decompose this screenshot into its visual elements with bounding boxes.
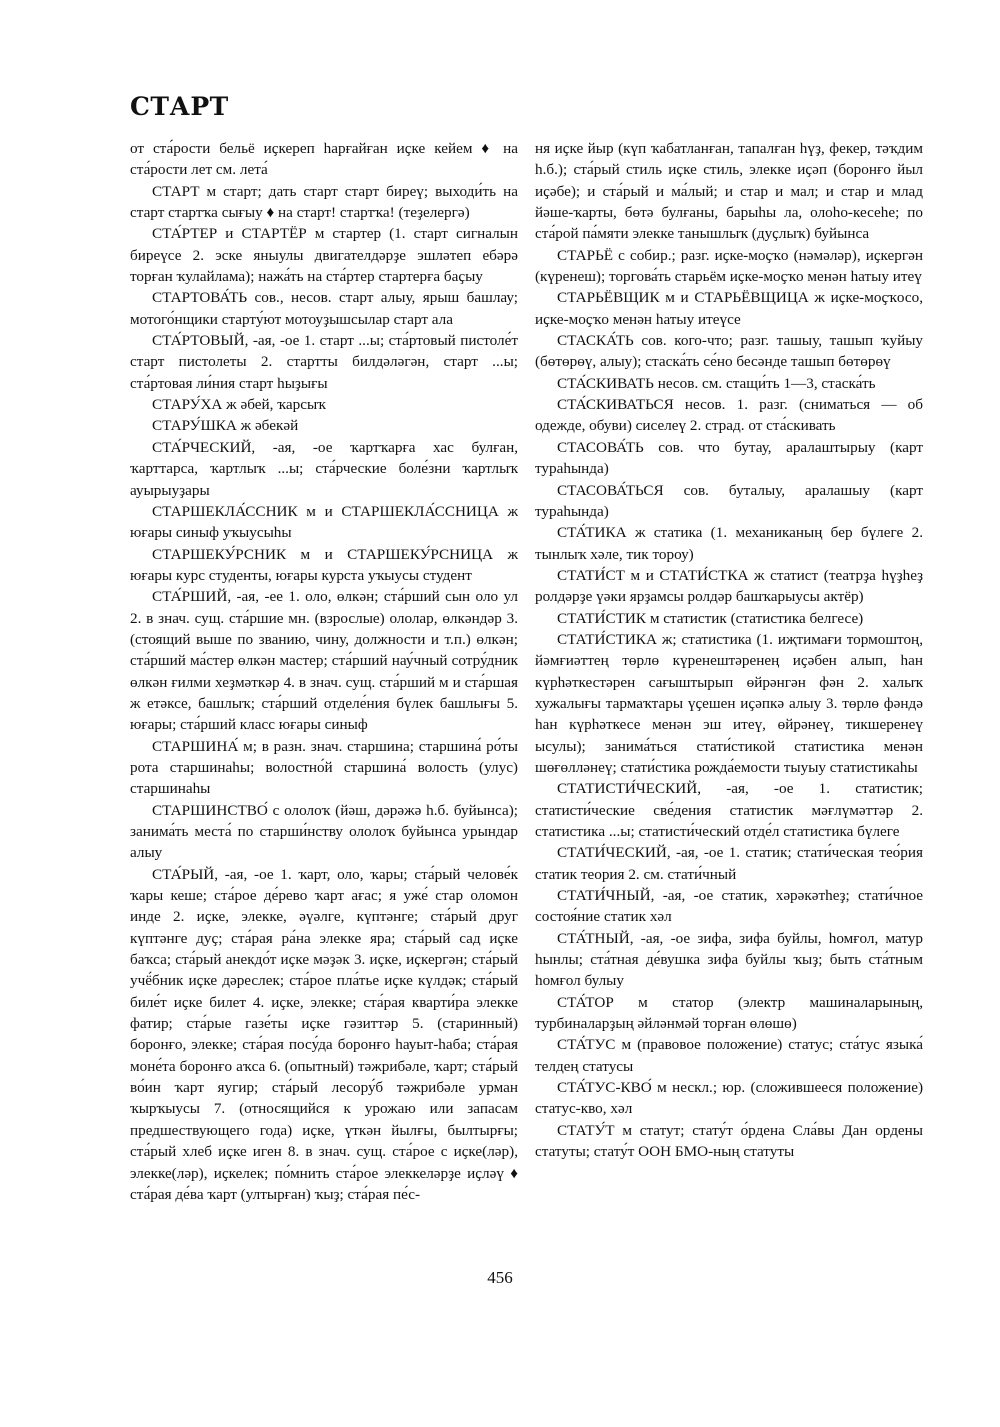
dictionary-entry: СТАРТ м старт; дать старт старт биреү; выходи́ть на старт стартҡа сығыу ♦ на старт! стартҡа! (теҙелергә): [130, 182, 518, 222]
dictionary-entry: СТАРЬЁ с собир.; разг. иҫке-моҫҡо (нәмәләр), иҫкергән (күренеш); торгова́ть старьём иҫке-моҫҡо менән һатыу итеү: [535, 246, 923, 286]
dictionary-entry: СТАСКА́ТЬ сов. кого-что; разг. ташыу, ташып ҡуйыу (бөтөрөү, алыу); стаска́ть се́но бесәнде ташып бөтөрөү: [535, 332, 923, 371]
dictionary-entry: СТАТИ́СТИК м статистик (статистика белгесе): [557, 609, 864, 627]
dictionary-entry: СТАРУ́ШКА ж әбекәй: [152, 417, 299, 435]
dictionary-entry: СТА́СКИВАТЬСЯ несов. 1. разг. (сниматься — об одежде, обуви) сиселеү 2. страд. от ста́скивать: [535, 396, 923, 435]
dictionary-entry: СТАТИ́СТ м и СТАТИ́СТКА ж статист (театрҙа һүҙһеҙ ролдәрҙе үәки ярҙамсы ролдәр башҡарыусы актёр): [535, 566, 923, 606]
dictionary-entry: СТА́РЧЕСКИЙ, -ая, -ое ҡартҡарға хас булған, ҡарттарса, ҡартлыҡ ...ы; ста́рческие боле́зни ҡартлыҡ ауырыуҙары: [130, 438, 518, 499]
dictionary-entry: СТА́РШИЙ, -ая, -ее 1. оло, өлкән; ста́рший сын оло ул 2. в знач. сущ. ста́ршие мн. (взрослые) ололар, өлкәндәр 3. (стоящий выше по званию, чину, должности и т.п.) өлкән; ста́рший ма́стер өлкән мастер; ста́рший нау́чный сотру́дник өлкән ғилми хеҙмәткәр 4. в знач. сущ. ста́рший м и ста́ршая ж етәксе, башлыҡ; ста́рший отделе́ния бүлек башлығы 5. юғары; ста́рший класс юғары синыф: [130, 588, 518, 734]
dictionary-entry: СТА́СКИВАТЬ несов. см. стащи́ть 1—3, стаска́ть: [557, 374, 876, 392]
dictionary-entry: СТА́ТУС-КВО́ м нескл.; юр. (сложившееся положение) статус-кво, хәл: [535, 1079, 923, 1118]
dictionary-entry: СТАТИ́ЧНЫЙ, -ая, -ое статик, хәрәкәтһеҙ; стати́чное состоя́ние статик хәл: [535, 887, 923, 926]
dictionary-entry: СТАТИСТИ́ЧЕСКИЙ, -ая, -ое 1. статистик; статисти́ческие све́дения статистик мәғлүмәттәр 2. статистика ...ы; статисти́ческий отде́л статистика бүлеге: [535, 780, 923, 840]
dictionary-entry: СТА́РЫЙ, -ая, -ое 1. ҡарт, оло, ҡары; ста́рый челове́к ҡары кеше; ста́рое де́рево ҡарт ағас; я уже́ стар оломон инде 2. иҫке, элекке, әүәлге, күптәнге; ста́рый друг күптәнге дуҫ; ста́рая ра́на элекке яра; ста́рый сад иҫке баҡса; ста́рый анекдо́т иҫке мәҙәк 3. иҫке, иҫкергән; ста́рый учё́бник иҫке дәреслек; ста́рое пла́тье иҫке күлдәк; ста́рый биле́т иҫке билет 4. иҫке, элекке; ста́рая кварти́ра элекке фатир; ста́рые газе́ты иҫке гәзиттәр 5. (старинный) боронғо, элекке; ста́рая посу́да боронғо һауыт-һаба; ста́рая моне́та боронғо аҡса 6. (опытный) тәжрибәле, ҡарт; ста́рый во́ин ҡарт яугир; ста́рый лесору́б тәжрибәле урман ҡырҡыусы 7. (относящийся к урожаю или запасам предшествующего года) иҫке, үткән йылғы, былтырғы; ста́рый хлеб иҫке иген 8. в знач. сущ. ста́рое с иҫке(ләр), элекке(ләр), иҫкелек; по́мнить ста́рое элеккеләрҙе иҫләү ♦ ста́рая де́ва ҡарт (ултырған) ҡыҙ; ста́рая пе́с-: [130, 865, 518, 1203]
dictionary-entry: СТА́РТЕР и СТАРТЁР м стартер (1. старт сигналын биреүсе 2. эске яныулы двигателдәрҙе эшләтеп ебәрә торған ҡулайлама); нажа́ть на ста́ртер стартерға баҫыу: [130, 225, 518, 286]
right-column: [535, 138, 923, 1163]
dictionary-entry: СТАРЬЁВЩИК м и СТАРЬЁВЩИЦА ж иҫке-моҫҡосо, иҫке-моҫҡо менән һатыу итеүсе: [535, 289, 923, 328]
dictionary-entry: СТА́РТОВЫЙ, -ая, -ое 1. старт ...ы; ста́ртовый пистоле́т старт пистолеты 2. стартты билдәләгән, старт ...ы; ста́ртовая ли́ния старт һыҙығы: [130, 332, 518, 392]
dictionary-entry: СТА́ТУС м (правовое положение) статус; ста́тус языка́ телдең статусы: [535, 1036, 923, 1075]
page-number: 456: [487, 1268, 513, 1287]
left-column: [130, 138, 518, 1205]
dictionary-entry: СТАСОВА́ТЬСЯ сов. буталыу, аралашыу (карт тураһында): [535, 481, 923, 520]
dictionary-entry: СТАРТОВА́ТЬ сов., несов. старт алыу, ярыш башлау; мотого́нщики старту́ют мотоуҙышсылар старт ала: [130, 289, 518, 328]
dictionary-entry: СТАРУ́ХА ж әбей, ҡарсыҡ: [152, 396, 326, 414]
dictionary-entry: СТАРШИНА́ м; в разн. знач. старшина; старшина́ ро́ты рота старшинаһы; волостно́й старшина́ волость (улус) старшинаһы: [130, 737, 518, 798]
dictionary-entry: ня иҫке йыр (күп ҡабатланған, тапалған һүҙ, фекер, тәҡдим һ.б.); ста́рый стиль иҫке стиль, элекке иҫәп (боронғо йыл иҫәбе); и ста́рый и ма́лый; и стар и мал; и стар и млад йәше-ҡарты, бөтә булғаны, барыһы ла, олоһо-кесеһе; по ста́рой па́мяти элекке танышлыҡ (дуҫлыҡ) буйынса: [535, 140, 923, 243]
dictionary-entry: СТАРШЕКУ́РСНИК м и СТАРШЕКУ́РСНИЦА ж юғары курс студенты, юғары курста уҡыусы студент: [130, 545, 518, 584]
page-header: СТАРТ: [130, 92, 229, 121]
dictionary-entry: СТАРШЕКЛА́ССНИК м и СТАРШЕКЛА́ССНИЦА ж юғары синыф уҡыусыһы: [130, 502, 518, 542]
dictionary-entry: СТА́ТИКА ж статика (1. механиканың бер бүлеге 2. тынлыҡ хәле, тик тороу): [535, 524, 923, 563]
dictionary-entry: СТА́ТОР м статор (электр машиналарының, турбиналарҙың әйләнмәй торған өлөшө): [535, 993, 923, 1033]
dictionary-entry: СТАТИ́ЧЕСКИЙ, -ая, -ое 1. статик; стати́ческая тео́рия статик теория 2. см. стати́чный: [535, 844, 923, 883]
dictionary-entry: от ста́рости бельё иҫкереп һарғайған иҫке кейем ♦ на ста́рости лет см. лета́: [130, 140, 518, 179]
dictionary-entry: СТАСОВА́ТЬ сов. что бутау, аралаштырыу (карт тураһында): [535, 438, 923, 478]
dictionary-entry: СТАТУ́Т м статут; стату́т о́рдена Сла́вы Дан ордены статуты; стату́т ООН БМО-ның статуты: [535, 1121, 923, 1161]
dictionary-entry: СТА́ТНЫЙ, -ая, -ое зифа, зифа буйлы, һомғол, матур һынлы; ста́тная де́вушка зифа буйлы ҡыҙ; быть ста́тным һомғол булыу: [535, 929, 923, 990]
dictionary-entry: СТАТИ́СТИКА ж; статистика (1. иҗтимағи тормоштоң, йәмғиәттең төрлө күренештәренең иҫәбен алып, һан күрһәткестәрен сағыштырып өйрәнгән фән 2. халыҡ хужалығы тармаҡтары үҫешен иҫәпкә алыу 3. төрлө фәндә һан күрһәткесе менән эш итеү, өйрәнеү, тикшеренеү ысулы); занима́ться стати́стикой статистика менән шөғөлләнеү; стати́стика рожда́емости тыуыу статистикаһы: [535, 630, 923, 776]
dictionary-entry: СТАРШИНСТВО́ с ололоҡ (йәш, дәрәжә һ.б. буйынса); занима́ть места́ по старши́нству ололоҡ буйынса урындар алыу: [130, 801, 518, 862]
